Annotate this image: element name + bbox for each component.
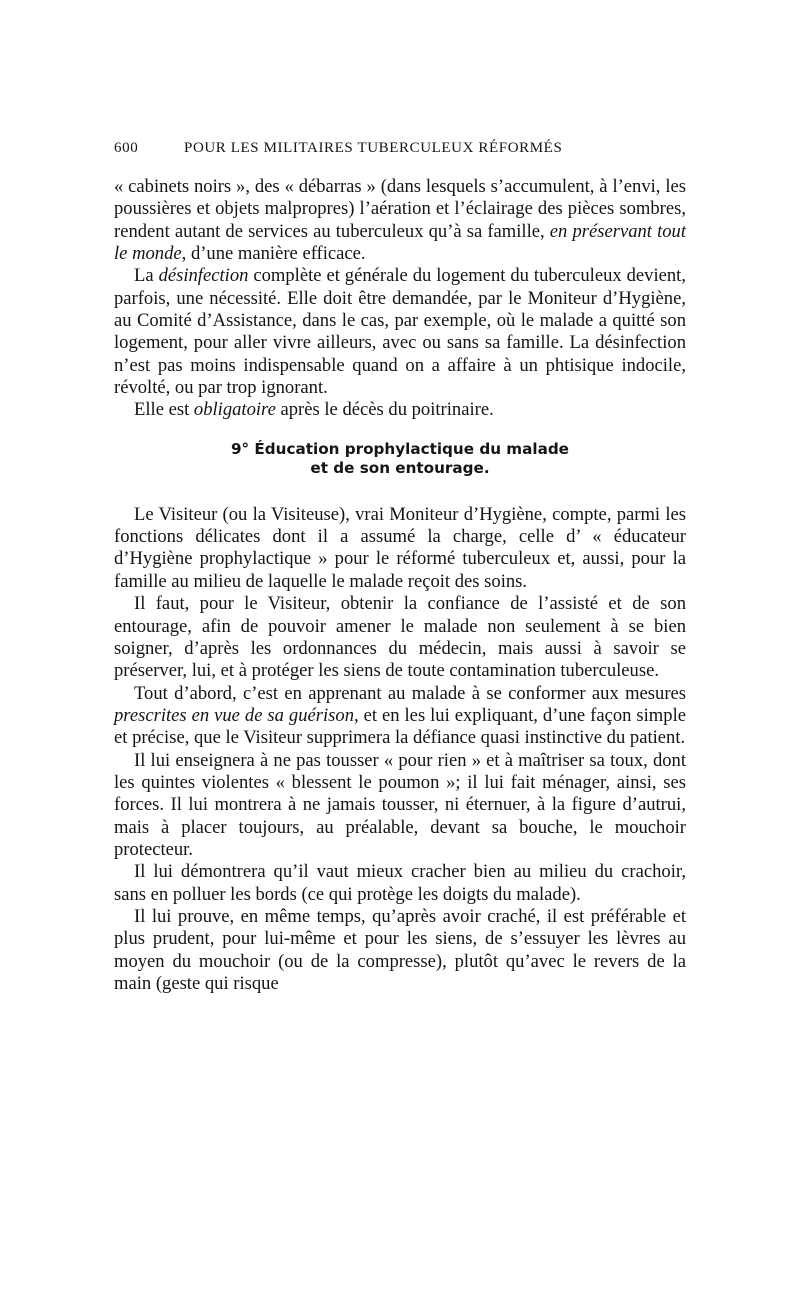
text-run: complète et générale du logement du tuberculeux devient, parfois, une nécessité. Elle doit être demandée, par le Moniteur d’Hygiène, au Comité d’Assistance, dans le cas, par exemple, où le malade a quitté son logement, pour aller vivre ailleurs, avec ou sans sa famille. La désinfection n’est pas moins indispensable quand on a affaire à un phtisique indocile, révolté, ou par trop ignorant. bbox=[114, 265, 686, 399]
text-run: Il faut, pour le Visiteur, obtenir la confiance de l’assisté et de son entourage, afin de pouvoir amener le malade non seulement à se bien soigner, d’après les ordonnances du médecin, mais aussi à savoir se préserver, lui, et à protéger les siens de toute contamination tuberculeuse. bbox=[114, 593, 686, 682]
text-run: , d’une manière efficace. bbox=[181, 243, 366, 265]
text-run: « cabinets noirs », des « débarras » (dans lesquels s’accumulent, à l’envi, les poussières et objets malpropres) l’aération et l’éclairage des pièces sombres, rendent autant de services au tuberculeux qu’à sa famille, bbox=[114, 176, 686, 242]
italic-text: désinfection bbox=[158, 265, 249, 287]
paragraph bbox=[114, 861, 686, 906]
text-run: Il lui enseignera à ne pas tousser « pour rien » et à maîtriser sa toux, dont les quintes violentes « blessent le poumon »; il lui fait ménager, ainsi, ses forces. Il lui montrera à ne jamais tousser, ni éternuer, à la figure d’autrui, mais à placer toujours, au préalable, devant sa bouche, le mouchoir protecteur. bbox=[114, 749, 686, 860]
paragraph bbox=[114, 593, 686, 682]
running-head bbox=[114, 140, 686, 162]
text-run: Tout d’abord, c’est en apprenant au malade à se conformer aux mesures bbox=[134, 682, 686, 704]
paragraph bbox=[114, 265, 686, 399]
paragraph bbox=[114, 683, 686, 750]
section-heading-line-2: et de son entourage. bbox=[310, 458, 490, 477]
running-title: POUR LES MILITAIRES TUBERCULEUX RÉFORMÉS bbox=[184, 140, 563, 156]
paragraph bbox=[114, 399, 686, 421]
page-number: 600 bbox=[114, 140, 139, 156]
text-run: Le Visiteur (ou la Visiteuse), vrai Moniteur d’Hygiène, compte, parmi les fonctions délicates dont il a assumé la charge, celle d’ « éducateur d’Hygiène prophylactique » pour le réformé tuberculeux et, aussi, pour la famille au milieu de laquelle le malade reçoit des soins. bbox=[114, 503, 686, 592]
body-text bbox=[114, 176, 686, 995]
paragraph bbox=[114, 176, 686, 265]
text-run: Elle est bbox=[134, 399, 194, 421]
text-run: , et en les lui expliquant, d’une façon simple et précise, que le Visiteur supprimera la défiance quasi instinctive du patient. bbox=[114, 704, 686, 749]
paragraph bbox=[114, 906, 686, 995]
italic-text: obligatoire bbox=[193, 399, 276, 421]
paragraphs-after-section bbox=[114, 504, 686, 996]
book-page bbox=[114, 140, 686, 995]
text-run: Il lui démontrera qu’il vaut mieux cracher bien au milieu du crachoir, sans en polluer les bords (ce qui protège les doigts du malade). bbox=[114, 861, 686, 905]
italic-text: en préservant tout le monde bbox=[114, 220, 687, 265]
text-run: après le décès du poitrinaire. bbox=[275, 399, 494, 421]
text-run: La bbox=[134, 265, 159, 287]
paragraphs-before-section bbox=[114, 176, 686, 422]
section-heading bbox=[114, 440, 686, 478]
text-run: Il lui prouve, en même temps, qu’après avoir craché, il est préférable et plus prudent, pour lui-même et pour les siens, de s’essuyer les lèvres au moyen du mouchoir (ou de la compresse), plutôt qu’avec le revers de la main (geste qui risque bbox=[114, 905, 686, 994]
paragraph bbox=[114, 504, 686, 593]
italic-text: prescrites en vue de sa guérison bbox=[114, 704, 354, 726]
paragraph bbox=[114, 750, 686, 862]
section-heading-line-1: 9° Éducation prophylactique du malade bbox=[230, 439, 569, 458]
